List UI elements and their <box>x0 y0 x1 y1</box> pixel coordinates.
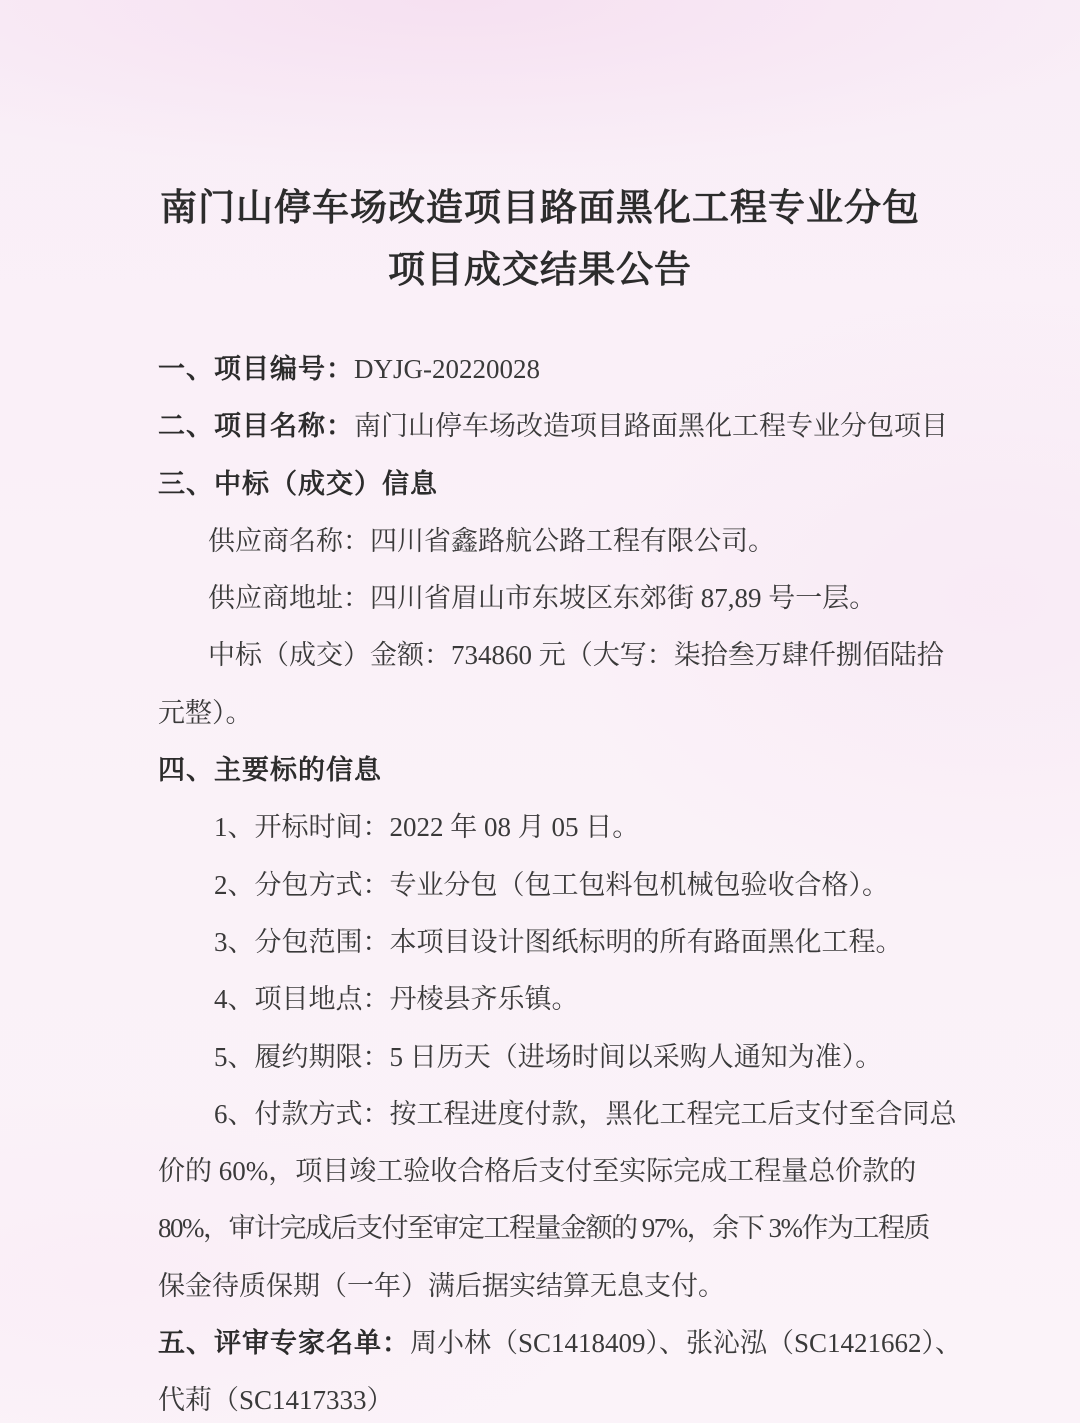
award-info-heading-label: 三、中标（成交）信息 <box>158 468 438 499</box>
project-number-value: DYJG-20220028 <box>354 354 540 384</box>
expert-list-label: 五、评审专家名单： <box>158 1328 410 1359</box>
supplier-name-line <box>158 513 924 570</box>
subcontract-scope-text: 3、分包范围：本项目设计图纸标明的所有路面黑化工程。 <box>214 926 903 957</box>
expert-list-continuation-line <box>158 1372 924 1423</box>
project-name-value: 南门山停车场改造项目路面黑化工程专业分包项目 <box>354 411 948 442</box>
subcontract-method-line <box>158 857 924 914</box>
subject-info-heading <box>158 742 924 799</box>
document-title <box>0 0 1080 302</box>
title-line-2: 项目成交结果公告 <box>388 250 692 291</box>
payment-terms-line-4 <box>158 1258 924 1315</box>
supplier-name-text: 供应商名称：四川省鑫路航公路工程有限公司。 <box>208 525 775 556</box>
expert-list-names: 周小林（SC1418409）、张沁泓（SC1421662）、 <box>410 1328 963 1359</box>
payment-terms-text-3: 80%，审计完成后支付至审定工程量金额的 97%，余下 3%作为工程质 <box>158 1213 929 1244</box>
award-info-heading <box>158 456 924 513</box>
award-amount-line <box>158 627 944 684</box>
subcontract-method-text: 2、分包方式：专业分包（包工包料包机械包验收合格）。 <box>214 869 889 900</box>
award-amount-continuation-text: 元整）。 <box>158 697 253 728</box>
award-amount-continuation-line <box>158 685 924 742</box>
bid-opening-time-line <box>158 799 924 856</box>
project-location-line <box>158 971 924 1028</box>
supplier-address-text: 供应商地址：四川省眉山市东坡区东郊街 87,89 号一层。 <box>208 583 877 614</box>
expert-list-continuation-text: 代莉（SC1417333） <box>158 1385 394 1416</box>
expert-list-line <box>158 1315 963 1372</box>
payment-terms-text-2: 价的 60%，项目竣工验收合格后支付至实际完成工程量总价款的 <box>158 1156 917 1187</box>
project-name-label: 二、项目名称： <box>158 411 354 442</box>
subcontract-scope-line <box>158 914 924 971</box>
project-number-label: 一、项目编号： <box>158 354 354 384</box>
project-location-text: 4、项目地点：丹棱县齐乐镇。 <box>214 984 579 1015</box>
performance-period-text: 5、履约期限：5 日历天（进场时间以采购人通知为准）。 <box>214 1041 883 1072</box>
subject-info-heading-label: 四、主要标的信息 <box>158 755 382 786</box>
project-name-line <box>158 398 948 455</box>
project-number-line <box>158 341 924 398</box>
document-body <box>158 341 963 1423</box>
performance-period-line <box>158 1029 924 1086</box>
bid-opening-time-text: 1、开标时间：2022 年 08 月 05 日。 <box>214 812 640 843</box>
payment-terms-text-1: 6、付款方式：按工程进度付款，黑化工程完工后支付至合同总 <box>214 1098 957 1129</box>
title-line-1: 南门山停车场改造项目路面黑化工程专业分包 <box>160 188 920 229</box>
payment-terms-text-4: 保金待质保期（一年）满后据实结算无息支付。 <box>158 1270 725 1301</box>
supplier-address-line <box>158 570 924 627</box>
payment-terms-line-1 <box>158 1086 957 1143</box>
payment-terms-line-3 <box>158 1200 929 1257</box>
payment-terms-line-2 <box>158 1143 924 1200</box>
award-amount-text: 中标（成交）金额：734860 元（大写：柒拾叁万肆仟捌佰陆拾 <box>208 640 944 671</box>
